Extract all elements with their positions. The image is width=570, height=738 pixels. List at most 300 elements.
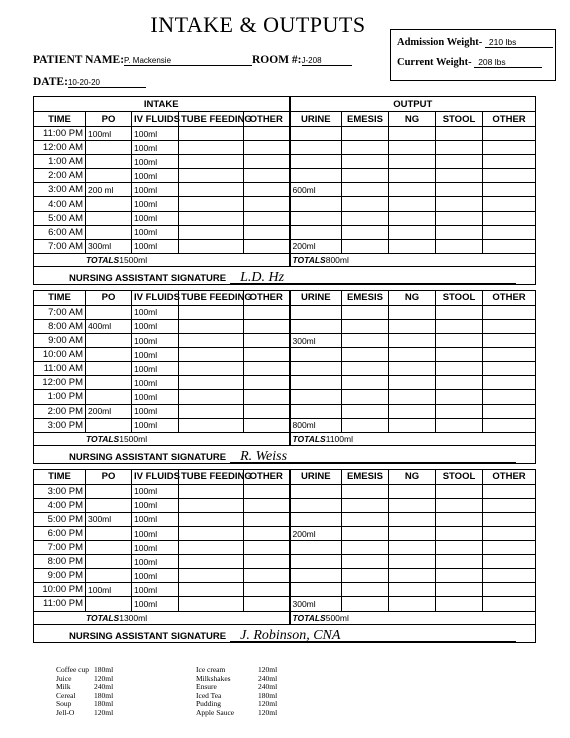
po-cell[interactable] [86, 348, 132, 362]
iv-fluids-cell[interactable]: 100ml [132, 197, 179, 211]
iv-fluids-cell[interactable]: 100ml [132, 305, 179, 319]
totals-row [34, 611, 536, 624]
tube-feeding-cell[interactable] [179, 155, 244, 169]
section-header-row [34, 97, 536, 112]
iv-fluids-cell[interactable]: 100ml [132, 526, 179, 540]
iv-fluids-cell[interactable]: 100ml [132, 211, 179, 225]
po-cell[interactable] [86, 169, 132, 183]
intake-other-cell[interactable] [244, 334, 290, 348]
ng-cell[interactable] [389, 541, 436, 555]
ng-cell[interactable] [389, 239, 436, 253]
column-header-emesis: EMESIS [342, 290, 389, 305]
urine-cell[interactable]: 300ml [290, 334, 342, 348]
po-cell[interactable]: 200ml [86, 404, 132, 418]
tube-feeding-cell[interactable] [179, 225, 244, 239]
tube-feeding-cell[interactable] [179, 197, 244, 211]
po-cell[interactable]: 300ml [86, 239, 132, 253]
tube-feeding-cell[interactable] [179, 526, 244, 540]
tube-feeding-cell[interactable] [179, 348, 244, 362]
signature-line-wrap [36, 267, 533, 284]
ng-cell[interactable] [389, 305, 436, 319]
po-cell[interactable] [86, 225, 132, 239]
ng-cell[interactable] [389, 526, 436, 540]
tube-feeding-cell[interactable] [179, 404, 244, 418]
tube-feeding-cell[interactable] [179, 362, 244, 376]
emesis-cell[interactable] [342, 555, 389, 569]
iv-fluids-cell[interactable]: 100ml [132, 141, 179, 155]
tube-feeding-cell[interactable] [179, 141, 244, 155]
intake-other-cell[interactable] [244, 390, 290, 404]
stool-cell[interactable] [436, 569, 483, 583]
urine-cell[interactable] [290, 211, 342, 225]
urine-cell[interactable]: 200ml [290, 239, 342, 253]
stool-cell[interactable] [436, 376, 483, 390]
urine-cell[interactable] [290, 127, 342, 141]
emesis-cell[interactable] [342, 541, 389, 555]
po-cell[interactable] [86, 498, 132, 512]
intake-other-cell[interactable] [244, 362, 290, 376]
ng-cell[interactable] [389, 583, 436, 597]
urine-cell[interactable] [290, 197, 342, 211]
table-row [34, 225, 536, 239]
tube-feeding-cell[interactable] [179, 555, 244, 569]
emesis-cell[interactable] [342, 197, 389, 211]
intake-other-cell[interactable] [244, 404, 290, 418]
output-totals-cell [290, 253, 536, 266]
ng-cell[interactable] [389, 484, 436, 498]
po-cell[interactable]: 100ml [86, 583, 132, 597]
stool-cell[interactable] [436, 597, 483, 611]
stool-cell[interactable] [436, 512, 483, 526]
stool-cell[interactable] [436, 155, 483, 169]
intake-other-cell[interactable] [244, 225, 290, 239]
emesis-cell[interactable] [342, 484, 389, 498]
output-other-cell[interactable] [483, 183, 536, 197]
stool-cell[interactable] [436, 211, 483, 225]
stool-cell[interactable] [436, 541, 483, 555]
column-header-intake-other: OTHER [244, 290, 290, 305]
output-total-value[interactable]: 1100ml [325, 433, 353, 444]
intake-other-cell[interactable] [244, 597, 290, 611]
output-other-cell[interactable] [483, 526, 536, 540]
totals-row [34, 432, 536, 445]
stool-cell[interactable] [436, 141, 483, 155]
stool-cell[interactable] [436, 197, 483, 211]
po-cell[interactable]: 300ml [86, 512, 132, 526]
intake-other-cell[interactable] [244, 512, 290, 526]
table-row [34, 211, 536, 225]
intake-other-cell[interactable] [244, 319, 290, 333]
urine-cell[interactable] [290, 305, 342, 319]
intake-other-cell[interactable] [244, 583, 290, 597]
iv-fluids-cell[interactable]: 100ml [132, 155, 179, 169]
time-cell: 10:00 PM [34, 583, 86, 597]
patient-name-field[interactable]: P. Mackensie [124, 56, 252, 66]
urine-cell[interactable]: 800ml [290, 418, 342, 432]
urine-cell[interactable]: 600ml [290, 183, 342, 197]
emesis-cell[interactable] [342, 583, 389, 597]
ng-cell[interactable] [389, 127, 436, 141]
output-other-cell[interactable] [483, 555, 536, 569]
iv-fluids-cell[interactable]: 100ml [132, 127, 179, 141]
iv-fluids-cell[interactable]: 100ml [132, 348, 179, 362]
table-row [34, 418, 536, 432]
table-row [34, 555, 536, 569]
iv-fluids-cell[interactable]: 100ml [132, 418, 179, 432]
emesis-cell[interactable] [342, 597, 389, 611]
stool-cell[interactable] [436, 526, 483, 540]
current-weight-value[interactable]: 208 lbs [474, 57, 542, 68]
urine-cell[interactable] [290, 169, 342, 183]
output-other-cell[interactable] [483, 418, 536, 432]
column-header-emesis: EMESIS [342, 112, 389, 127]
po-cell[interactable] [86, 334, 132, 348]
intake-other-cell[interactable] [244, 418, 290, 432]
intake-other-cell[interactable] [244, 127, 290, 141]
admission-weight-value[interactable]: 210 lbs [485, 37, 553, 48]
stool-cell[interactable] [436, 183, 483, 197]
po-cell[interactable]: 400ml [86, 319, 132, 333]
emesis-cell[interactable] [342, 498, 389, 512]
iv-fluids-cell[interactable]: 100ml [132, 225, 179, 239]
output-other-cell[interactable] [483, 597, 536, 611]
output-other-cell[interactable] [483, 155, 536, 169]
reference-item-amount: 180ml [258, 690, 278, 700]
tube-feeding-cell[interactable] [179, 239, 244, 253]
intake-other-cell[interactable] [244, 498, 290, 512]
emesis-cell[interactable] [342, 141, 389, 155]
output-total-value[interactable]: 500ml [325, 612, 349, 623]
iv-fluids-cell[interactable]: 100ml [132, 183, 179, 197]
po-cell[interactable] [86, 390, 132, 404]
intake-totals-cell [34, 611, 290, 624]
stool-cell[interactable] [436, 404, 483, 418]
signature-label: NURSING ASSISTANT SIGNATURE [69, 451, 227, 463]
stool-cell[interactable] [436, 362, 483, 376]
date-field[interactable]: 10-20-20 [68, 78, 146, 88]
iv-fluids-cell[interactable]: 100ml [132, 541, 179, 555]
stool-cell[interactable] [436, 418, 483, 432]
reference-item [196, 709, 277, 718]
ng-cell[interactable] [389, 569, 436, 583]
signature-field[interactable] [230, 446, 516, 463]
po-cell[interactable] [86, 555, 132, 569]
iv-fluids-cell[interactable]: 100ml [132, 484, 179, 498]
stool-cell[interactable] [436, 239, 483, 253]
tube-feeding-cell[interactable] [179, 498, 244, 512]
urine-cell[interactable] [290, 225, 342, 239]
stool-cell[interactable] [436, 334, 483, 348]
output-other-cell[interactable] [483, 348, 536, 362]
tube-feeding-cell[interactable] [179, 211, 244, 225]
emesis-cell[interactable] [342, 239, 389, 253]
column-header-row [34, 290, 536, 305]
po-cell[interactable] [86, 526, 132, 540]
emesis-cell[interactable] [342, 305, 389, 319]
ng-cell[interactable] [389, 141, 436, 155]
output-other-cell[interactable] [483, 404, 536, 418]
output-other-cell[interactable] [483, 225, 536, 239]
ng-cell[interactable] [389, 597, 436, 611]
emesis-cell[interactable] [342, 376, 389, 390]
output-other-cell[interactable] [483, 541, 536, 555]
urine-cell[interactable] [290, 155, 342, 169]
stool-cell[interactable] [436, 484, 483, 498]
emesis-cell[interactable] [342, 526, 389, 540]
intake-other-cell[interactable] [244, 348, 290, 362]
po-cell[interactable]: 200 ml [86, 183, 132, 197]
emesis-cell[interactable] [342, 127, 389, 141]
po-cell[interactable]: 100ml [86, 127, 132, 141]
stool-cell[interactable] [436, 348, 483, 362]
table-row [34, 498, 536, 512]
iv-fluids-cell[interactable]: 100ml [132, 390, 179, 404]
reference-item-amount: 240ml [258, 682, 278, 692]
intake-total-value[interactable]: 1500ml [119, 433, 148, 444]
po-cell[interactable] [86, 541, 132, 555]
urine-cell[interactable] [290, 141, 342, 155]
iv-fluids-cell[interactable]: 100ml [132, 555, 179, 569]
po-cell[interactable] [86, 376, 132, 390]
output-other-cell[interactable] [483, 239, 536, 253]
intake-other-cell[interactable] [244, 555, 290, 569]
iv-fluids-cell[interactable]: 100ml [132, 319, 179, 333]
table-row [34, 197, 536, 211]
tube-feeding-cell[interactable] [179, 390, 244, 404]
output-other-cell[interactable] [483, 319, 536, 333]
stool-cell[interactable] [436, 555, 483, 569]
emesis-cell[interactable] [342, 319, 389, 333]
ng-cell[interactable] [389, 390, 436, 404]
output-other-cell[interactable] [483, 362, 536, 376]
column-header-stool: STOOL [436, 469, 483, 484]
intake-totals-label: TOTALS [86, 612, 120, 623]
time-cell: 7:00 AM [34, 239, 86, 253]
ng-cell[interactable] [389, 197, 436, 211]
iv-fluids-cell[interactable]: 100ml [132, 404, 179, 418]
room-field[interactable]: J-208 [302, 56, 352, 66]
po-cell[interactable] [86, 484, 132, 498]
output-totals-label: TOTALS [292, 612, 326, 623]
tube-feeding-cell[interactable] [179, 583, 244, 597]
emesis-cell[interactable] [342, 211, 389, 225]
output-total-value[interactable]: 800ml [325, 254, 349, 265]
ng-cell[interactable] [389, 334, 436, 348]
time-cell: 9:00 AM [34, 334, 86, 348]
iv-fluids-cell[interactable]: 100ml [132, 334, 179, 348]
stool-cell[interactable] [436, 390, 483, 404]
emesis-cell[interactable] [342, 155, 389, 169]
iv-fluids-cell[interactable]: 100ml [132, 569, 179, 583]
tube-feeding-cell[interactable] [179, 541, 244, 555]
ng-cell[interactable] [389, 512, 436, 526]
tube-feeding-cell[interactable] [179, 484, 244, 498]
urine-cell[interactable] [290, 555, 342, 569]
po-cell[interactable] [86, 569, 132, 583]
iv-fluids-cell[interactable]: 100ml [132, 512, 179, 526]
output-other-cell[interactable] [483, 512, 536, 526]
intake-other-cell[interactable] [244, 526, 290, 540]
time-cell: 1:00 AM [34, 155, 86, 169]
emesis-cell[interactable] [342, 404, 389, 418]
emesis-cell[interactable] [342, 183, 389, 197]
tube-feeding-cell[interactable] [179, 183, 244, 197]
intake-other-cell[interactable] [244, 239, 290, 253]
stool-cell[interactable] [436, 127, 483, 141]
signature-field[interactable] [230, 625, 516, 642]
intake-other-cell[interactable] [244, 197, 290, 211]
tube-feeding-cell[interactable] [179, 319, 244, 333]
output-totals-cell [290, 611, 536, 624]
urine-cell[interactable] [290, 484, 342, 498]
urine-cell[interactable] [290, 362, 342, 376]
output-other-cell[interactable] [483, 141, 536, 155]
output-other-cell[interactable] [483, 376, 536, 390]
admission-weight-row [397, 37, 553, 48]
tube-feeding-cell[interactable] [179, 512, 244, 526]
table-row [34, 305, 536, 319]
ng-cell[interactable] [389, 225, 436, 239]
intake-other-cell[interactable] [244, 376, 290, 390]
intake-other-cell[interactable] [244, 211, 290, 225]
emesis-cell[interactable] [342, 569, 389, 583]
intake-other-cell[interactable] [244, 169, 290, 183]
urine-cell[interactable]: 300ml [290, 597, 342, 611]
urine-cell[interactable] [290, 319, 342, 333]
ng-cell[interactable] [389, 155, 436, 169]
urine-cell[interactable] [290, 569, 342, 583]
po-cell[interactable] [86, 197, 132, 211]
iv-fluids-cell[interactable]: 100ml [132, 597, 179, 611]
iv-fluids-cell[interactable]: 100ml [132, 376, 179, 390]
signature-field[interactable] [230, 267, 516, 284]
tube-feeding-cell[interactable] [179, 376, 244, 390]
urine-cell[interactable] [290, 541, 342, 555]
current-weight-row [397, 57, 542, 68]
ng-cell[interactable] [389, 404, 436, 418]
output-other-cell[interactable] [483, 211, 536, 225]
emesis-cell[interactable] [342, 362, 389, 376]
ng-cell[interactable] [389, 211, 436, 225]
intake-other-cell[interactable] [244, 484, 290, 498]
urine-cell[interactable] [290, 498, 342, 512]
stool-cell[interactable] [436, 225, 483, 239]
time-cell: 3:00 PM [34, 484, 86, 498]
table-row [34, 597, 536, 611]
ng-cell[interactable] [389, 183, 436, 197]
stool-cell[interactable] [436, 169, 483, 183]
urine-cell[interactable] [290, 583, 342, 597]
tube-feeding-cell[interactable] [179, 305, 244, 319]
output-other-cell[interactable] [483, 334, 536, 348]
intake-total-value[interactable]: 1300ml [119, 612, 148, 623]
po-cell[interactable] [86, 305, 132, 319]
iv-fluids-cell[interactable]: 100ml [132, 498, 179, 512]
intake-total-value[interactable]: 1500ml [119, 254, 148, 265]
po-cell[interactable] [86, 155, 132, 169]
po-cell[interactable] [86, 418, 132, 432]
iv-fluids-cell[interactable]: 100ml [132, 583, 179, 597]
table-row [34, 155, 536, 169]
urine-cell[interactable] [290, 390, 342, 404]
tube-feeding-cell[interactable] [179, 569, 244, 583]
stool-cell[interactable] [436, 583, 483, 597]
intake-other-cell[interactable] [244, 155, 290, 169]
reference-list-right [196, 666, 277, 718]
emesis-cell[interactable] [342, 390, 389, 404]
iv-fluids-cell[interactable]: 100ml [132, 362, 179, 376]
emesis-cell[interactable] [342, 225, 389, 239]
output-other-cell[interactable] [483, 197, 536, 211]
urine-cell[interactable] [290, 404, 342, 418]
ng-cell[interactable] [389, 376, 436, 390]
reference-item-name: Milk [56, 682, 71, 692]
ng-cell[interactable] [389, 319, 436, 333]
ng-cell[interactable] [389, 362, 436, 376]
output-other-cell[interactable] [483, 169, 536, 183]
time-cell: 6:00 AM [34, 225, 86, 239]
urine-cell[interactable] [290, 376, 342, 390]
emesis-cell[interactable] [342, 348, 389, 362]
output-other-cell[interactable] [483, 127, 536, 141]
emesis-cell[interactable] [342, 512, 389, 526]
output-other-cell[interactable] [483, 305, 536, 319]
urine-cell[interactable] [290, 512, 342, 526]
urine-cell[interactable]: 200ml [290, 526, 342, 540]
column-header-iv-fluids: IV FLUIDS [132, 290, 179, 305]
emesis-cell[interactable] [342, 418, 389, 432]
tube-feeding-cell[interactable] [179, 597, 244, 611]
tube-feeding-cell[interactable] [179, 418, 244, 432]
urine-cell[interactable] [290, 348, 342, 362]
stool-cell[interactable] [436, 305, 483, 319]
ng-cell[interactable] [389, 555, 436, 569]
ng-cell[interactable] [389, 418, 436, 432]
output-other-cell[interactable] [483, 569, 536, 583]
tube-feeding-cell[interactable] [179, 334, 244, 348]
output-other-cell[interactable] [483, 583, 536, 597]
stool-cell[interactable] [436, 319, 483, 333]
po-cell[interactable] [86, 211, 132, 225]
iv-fluids-cell[interactable]: 100ml [132, 169, 179, 183]
intake-other-cell[interactable] [244, 141, 290, 155]
output-other-cell[interactable] [483, 390, 536, 404]
signature-label: NURSING ASSISTANT SIGNATURE [69, 630, 227, 642]
tube-feeding-cell[interactable] [179, 169, 244, 183]
emesis-cell[interactable] [342, 169, 389, 183]
intake-other-cell[interactable] [244, 183, 290, 197]
output-other-cell[interactable] [483, 498, 536, 512]
stool-cell[interactable] [436, 498, 483, 512]
po-cell[interactable] [86, 597, 132, 611]
signature-row [34, 624, 536, 642]
intake-other-cell[interactable] [244, 305, 290, 319]
reference-item-amount: 120ml [258, 665, 278, 674]
intake-other-cell[interactable] [244, 569, 290, 583]
reference-item [56, 709, 113, 718]
output-other-cell[interactable] [483, 484, 536, 498]
ng-cell[interactable] [389, 498, 436, 512]
emesis-cell[interactable] [342, 334, 389, 348]
ng-cell[interactable] [389, 169, 436, 183]
po-cell[interactable] [86, 141, 132, 155]
iv-fluids-cell[interactable]: 100ml [132, 239, 179, 253]
reference-item-amount: 180ml [94, 690, 114, 700]
intake-other-cell[interactable] [244, 541, 290, 555]
tube-feeding-cell[interactable] [179, 127, 244, 141]
po-cell[interactable] [86, 362, 132, 376]
ng-cell[interactable] [389, 348, 436, 362]
